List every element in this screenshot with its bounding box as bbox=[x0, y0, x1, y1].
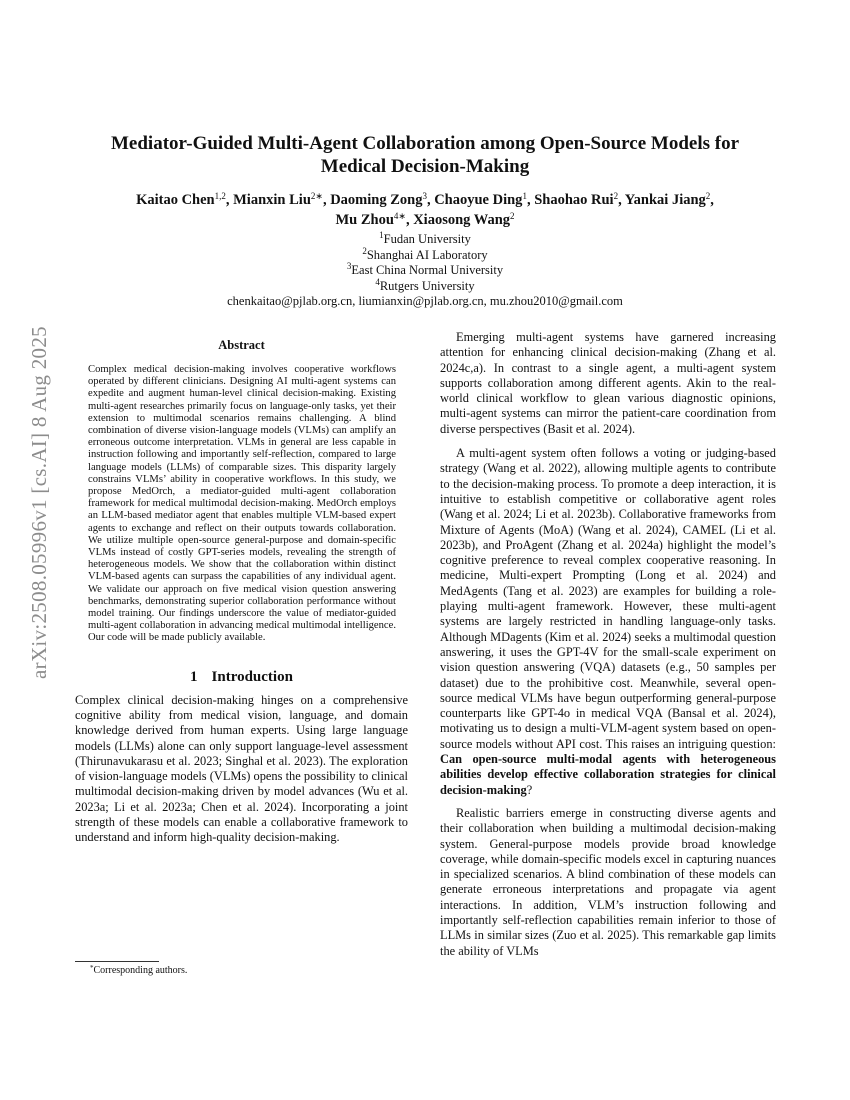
body-paragraph: A multi-agent system often follows a voting or judging-based strategy (Wang et al. 2022), allowing multiple agents to contribute to the decision-making process. To promote a deep interaction, it is intuitive to establish competitive or collaborative agent roles (Wang et al. 2024; Li et al. 2023b). Collaborative frameworks from Mixture of Agents (MoA) (Wang et al. 2024), CAMEL (Li et al. 2023b), and ProAgent (Zhang et al. 2024a) highlight the model’s cognitive preference to reveal complex cooperative reasoning. In medicine, Multi-expert Prompting (Long et al. 2024) and MedAgents (Tang et al. 2023) are examples for building a role-playing multi-agent framework. However, these multi-agent systems are largely restricted in handling language-only tasks. Although MDagents (Kim et al. 2024) seeks a multimodal question answering, it uses the GPT-4V for the small-scale experiment on vision question answering (VQA) datasets (e.g., 50 samples per dataset) due to the prohibitive cost. Meanwhile, several open-source medical VLMs have begun outperforming general-purpose counterparts like GPT-4o in medical VQA (Bansal et al. 2024), motivating us to design a multi-VLM-agent system based on open-source models without API cost. This raises an intriguing question: Can open-source multi-modal agents with heterogeneous abilities develop effective collaboration strategies for clinical decision-making? bbox=[440, 446, 776, 797]
right-column bbox=[440, 330, 776, 967]
affiliation: $^2$Shanghai AI Laboratory bbox=[362, 245, 488, 262]
abstract-heading: Abstract bbox=[218, 338, 265, 352]
author: Chaoyue Ding$^1$, bbox=[434, 191, 535, 208]
affiliation: $^4$Rutgers University bbox=[375, 276, 475, 293]
affiliation: $^3$East China Normal University bbox=[346, 261, 504, 277]
author-emails: chenkaitao@pjlab.org.cn, liumianxin@pjlab.org.cn, mu.zhou2010@gmail.com bbox=[227, 294, 623, 308]
footnote-text: Corresponding authors. bbox=[93, 965, 188, 976]
author: Daoming Zong$^3$, bbox=[330, 191, 435, 208]
body-paragraph: Emerging multi-agent systems have garnered increasing attention for enhancing clinical decision-making (Zhang et al. 2024c,a). In contrast to a single agent, a multi-agent system supports collaboration among different agents. Akin to the real-world clinical workflow to glean various diagnostic opinions, multi-agent systems can mirror the patient-care coordination from diverse perspectives (Basit et al. 2024). bbox=[440, 330, 776, 436]
abstract-text: Complex medical decision-making involves cooperative workflows operated by different clinicians. Designing AI multi-agent systems can expedite and augment human-level clinical decision-making. Existing multi-agent researches primarily focus on language-only tasks, yet their extension to multimodal scenarios remains challenging. A blind combination of diverse vision-language models (VLMs) can amplify an erroneous outcome interpretation. VLMs in general are less capable in instruction following and importantly self-reflection, compared to large language models (LLMs) of comparable sizes. This disparity largely constrains VLMs’ ability in cooperative workflows. In this study, we propose MedOrch, a mediator-guided multi-agent collaboration framework for medical multimodal decision-making. MedOrch employs an LLM-based mediator agent that enables multiple VLM-based expert agents to exchange and reflect on their outputs towards collaboration. We utilize multiple open-source general-purpose and domain-specific VLMs instead of costly GPT-series models, revealing the strength of heterogeneous models. We show that the collaboration within distinct VLM-based agents can surpass the capabilities of any individual agent. We validate our approach on five medical vision question answering benchmarks, demonstrating superior collaboration performance without model training. Our findings underscore the value of mediator-guided multi-agent collaboration in advancing medical multimodal intelligence. Our code will be made publicly available. bbox=[88, 364, 396, 644]
author: Kaitao Chen$^{1,2}$, bbox=[136, 191, 234, 208]
affiliation: $^1$Fudan University bbox=[379, 230, 471, 246]
arxiv-sidebar bbox=[24, 316, 54, 688]
section-title: Introduction bbox=[211, 668, 293, 685]
footnote-mark: * bbox=[90, 964, 94, 972]
author: Shaohao Rui$^2$, bbox=[534, 191, 625, 208]
author-list bbox=[80, 190, 770, 230]
author: Xiaosong Wang$^2$ bbox=[413, 211, 515, 228]
section-number: 1 bbox=[190, 668, 198, 685]
footnote-rule bbox=[75, 961, 159, 962]
footnote bbox=[90, 965, 187, 977]
intro-paragraph: Complex clinical decision-making hinges on a comprehensive cognitive ability from medical vision, language, and domain knowledge derived from human experts. Using large language models (LLMs) alone can only support language-level assessment (Thirunavukarasu et al. 2023; Singhal et al. 2023). The exploration of vision-language models (VLMs) opens the possibility to clinical multimodal decision-making driven by model advances (Wu et al. 2023a; Li et al. 2023a; Chen et al. 2024). Incorporating a joint strength of these models can enable a collaborative framework to understand and inform high-quality decision-making. bbox=[75, 692, 408, 845]
paper-title: Mediator-Guided Multi-Agent Collaboration among Open-Source Models for Medical Decision-Making bbox=[110, 133, 740, 177]
left-column bbox=[75, 338, 408, 846]
arxiv-identifier: arXiv:2508.05996v1 [cs.AI] 8 Aug 2025 bbox=[26, 325, 51, 679]
author: Yankai Jiang$^2$, bbox=[624, 191, 714, 208]
affiliations bbox=[80, 232, 770, 310]
research-question: Can open-source multi-modal agents with heterogeneous abilities develop effective collaboration strategies for clinical decision-making bbox=[440, 752, 776, 797]
author: Mu Zhou$^{4∗}$, bbox=[335, 211, 414, 228]
author: Mianxin Liu$^{2∗}$, bbox=[233, 191, 331, 208]
body-paragraph: Realistic barriers emerge in constructing diverse agents and their collaboration when building a multimodal decision-making system. General-purpose models provide broad knowledge coverage, while domain-specific models excel in capturing nuances in specialized scenarios. A blind combination of these models can generate erroneous interpretations and propagate via agent interactions. In addition, VLM’s instruction following and importantly self-reflection capabilities remain inferior to those of LLMs in similar sizes (Zuo et al. 2025). This remarkable gap limits the ability of VLMs bbox=[440, 805, 776, 958]
section-heading-introduction bbox=[75, 667, 408, 687]
